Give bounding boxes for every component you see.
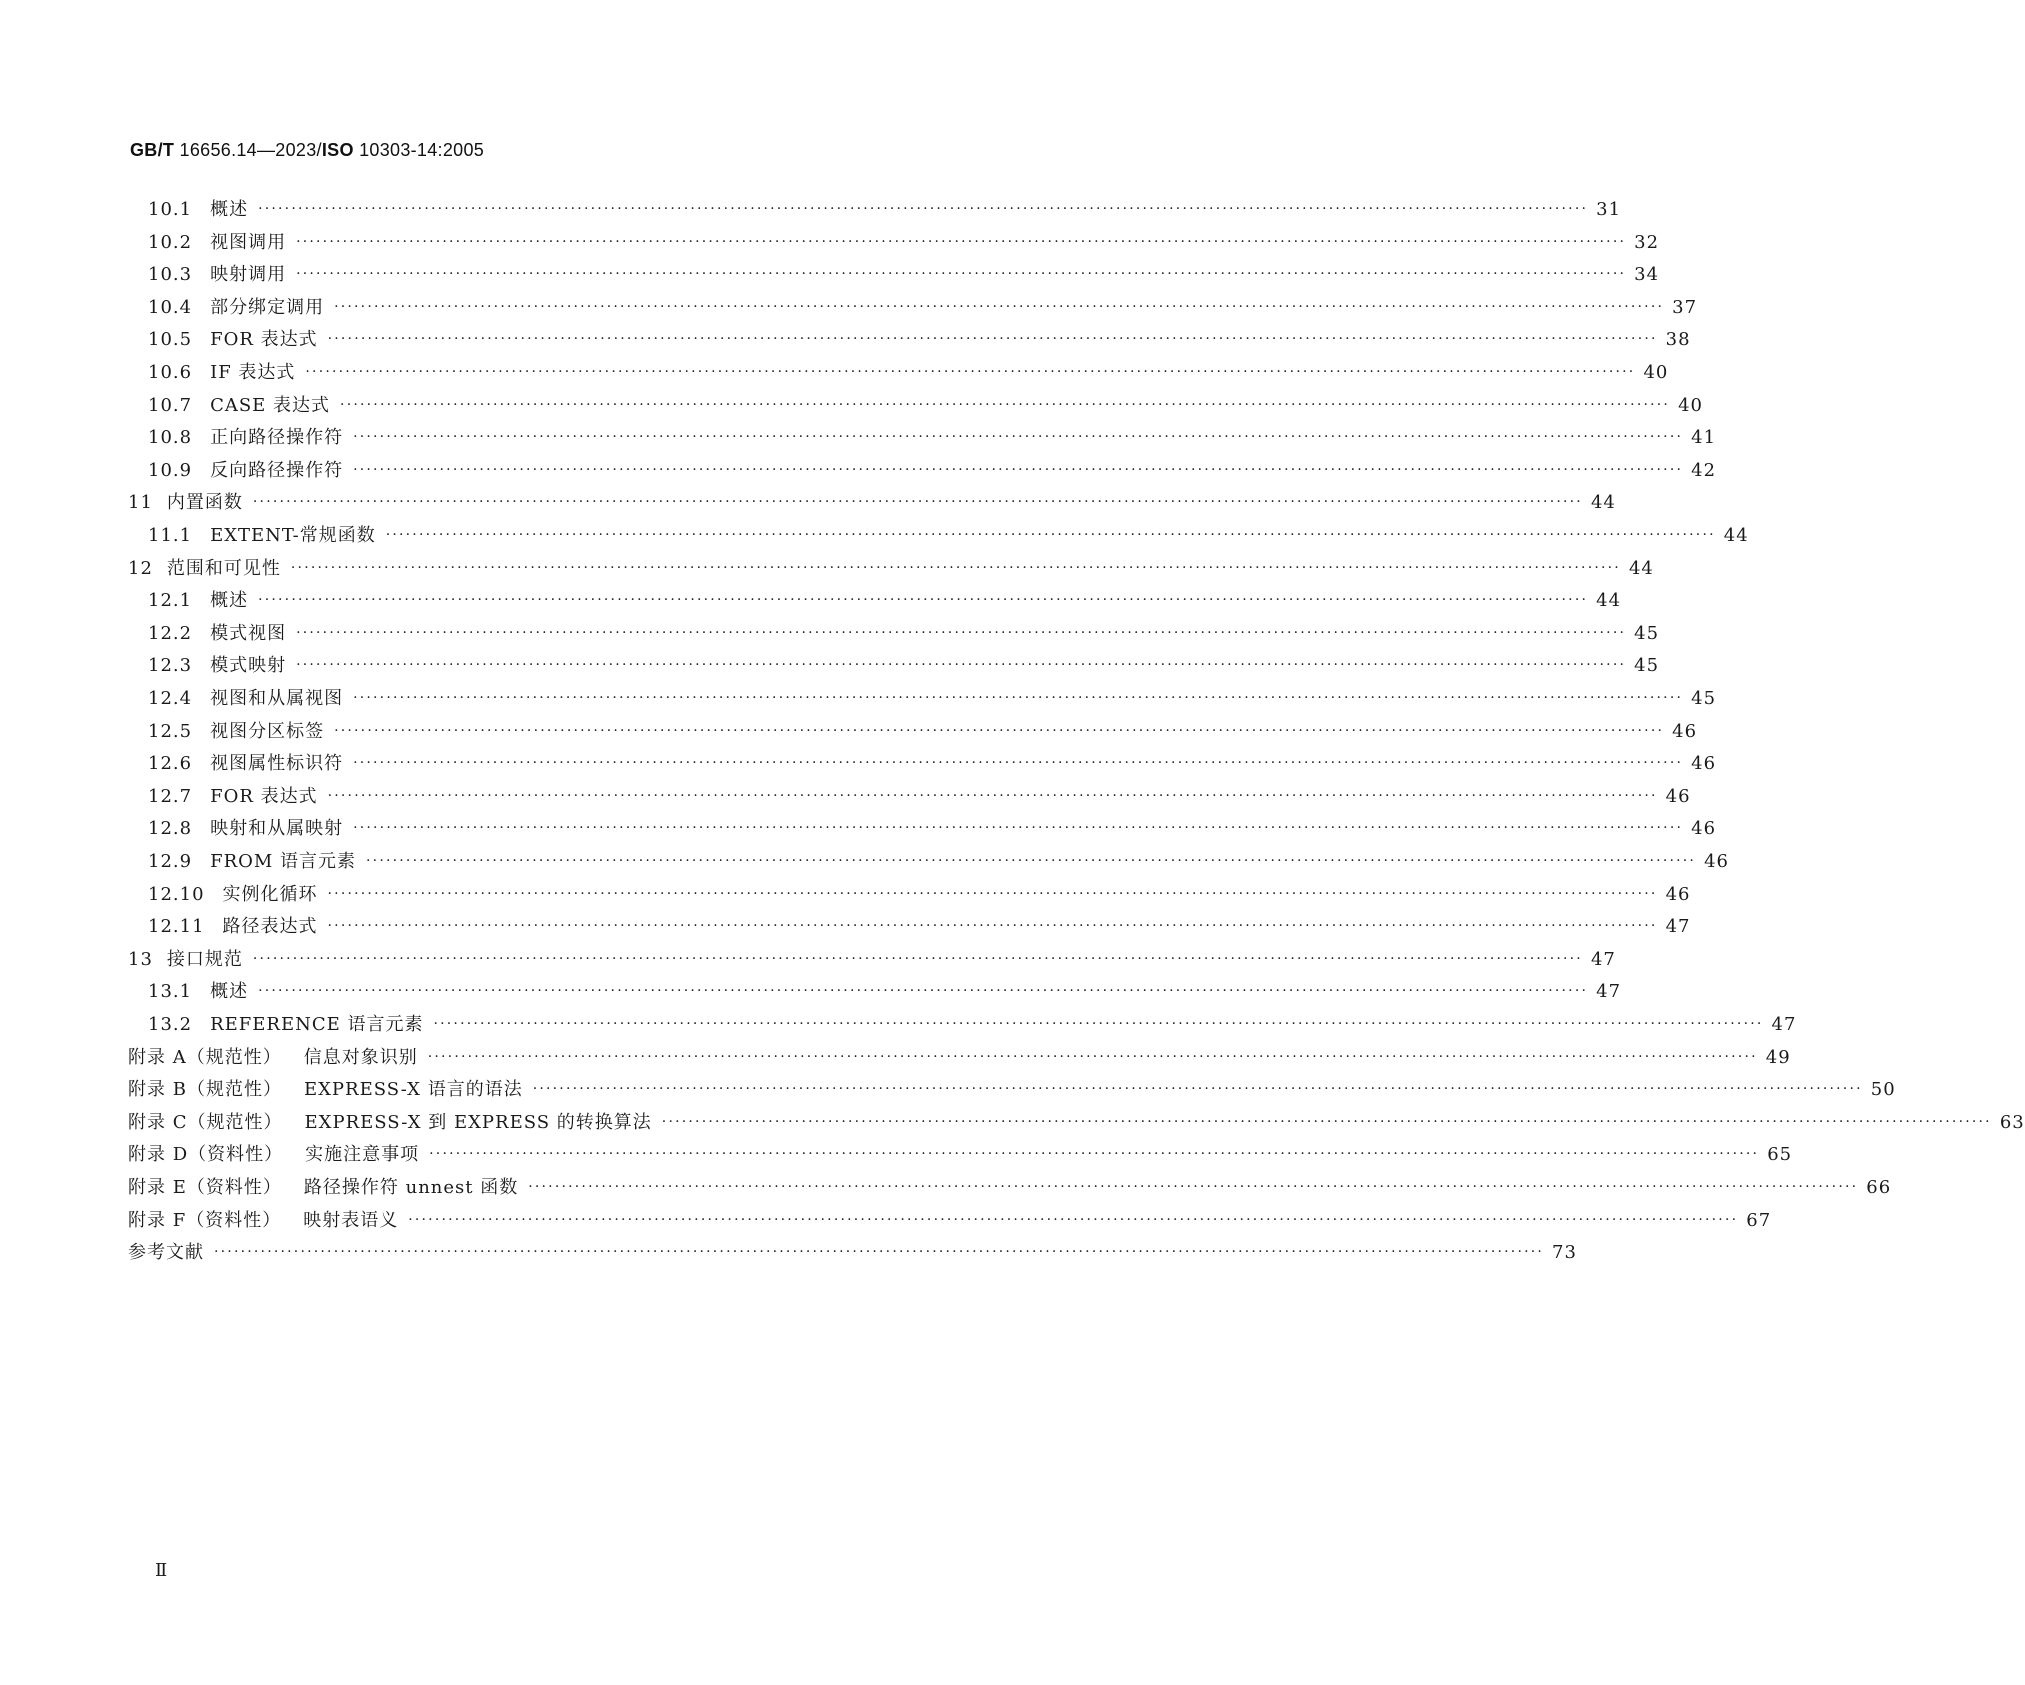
toc-entry[interactable] xyxy=(148,391,1703,421)
toc-entry-number: 10.4 xyxy=(148,296,193,318)
toc-entry[interactable] xyxy=(148,847,1729,877)
toc-entry-page: 42 xyxy=(1691,459,1717,481)
toc-entry-title: EXPRESS-X 到 EXPRESS 的转换算法 xyxy=(304,1111,652,1133)
toc-entry-page: 32 xyxy=(1634,231,1660,253)
toc-entry-number: 10.8 xyxy=(148,427,193,449)
toc-entry[interactable] xyxy=(148,880,1691,910)
toc-entry-title: REFERENCE 语言元素 xyxy=(210,1014,424,1035)
toc-entry-number: 13.1 xyxy=(148,981,193,1003)
toc-entry-title: 映射调用 xyxy=(210,264,287,286)
dot-leader: ········································································································································································································ xyxy=(334,722,1665,739)
toc-entry-title: 映射表语义 xyxy=(303,1209,399,1231)
toc-entry[interactable] xyxy=(148,814,1717,844)
toc-entry-page: 47 xyxy=(1771,1014,1797,1035)
dot-leader: ········································································································································································································ xyxy=(366,853,1697,869)
toc-entry-number: 12.1 xyxy=(148,590,193,612)
toc-entry-number: 10.6 xyxy=(148,362,193,383)
toc-entry-number: 12.8 xyxy=(148,818,193,840)
toc-entry-page: 34 xyxy=(1634,264,1660,286)
toc-entry-page: 73 xyxy=(1552,1242,1577,1264)
dot-leader: ········································································································································································································ xyxy=(327,331,1658,348)
toc-entry-page: 65 xyxy=(1767,1144,1793,1166)
dot-leader: ········································································································································································································ xyxy=(334,298,1665,315)
toc-entry[interactable] xyxy=(128,488,1616,518)
toc-entry-number: 12.3 xyxy=(148,655,193,677)
dot-leader: ········································································································································································································ xyxy=(327,787,1658,804)
toc-entry-page: 49 xyxy=(1765,1046,1791,1068)
toc-entry-page: 50 xyxy=(1870,1079,1896,1101)
toc-entry-number: 12.5 xyxy=(148,720,193,742)
toc-entry-page: 66 xyxy=(1866,1177,1892,1198)
toc-entry[interactable] xyxy=(148,651,1660,681)
toc-entry-number: 12.7 xyxy=(148,785,193,807)
toc-entry[interactable] xyxy=(148,684,1717,714)
dot-leader: ········································································································································································································ xyxy=(327,918,1658,935)
toc-entry-page: 44 xyxy=(1590,492,1616,514)
toc-entry-number: 12.11 xyxy=(148,916,205,938)
toc-entry[interactable] xyxy=(148,782,1691,812)
toc-entry[interactable] xyxy=(148,977,1622,1007)
toc-entry-number: 10.7 xyxy=(148,394,193,416)
iso-prefix: ISO xyxy=(321,140,354,160)
dot-leader: ········································································································································································································ xyxy=(353,755,1684,772)
toc-entry-title: 视图调用 xyxy=(210,231,287,253)
toc-entry-title: 路径表达式 xyxy=(222,916,318,938)
dot-leader: ········································································································································································································ xyxy=(353,461,1684,478)
toc-entry-title: EXTENT-常规函数 xyxy=(210,525,376,546)
dot-leader: ········································································································································································································ xyxy=(296,266,1627,283)
page-number: Ⅱ xyxy=(155,1560,168,1581)
toc-entry-title: 视图和从属视图 xyxy=(210,688,344,709)
dot-leader: ········································································································································································································ xyxy=(296,624,1627,641)
toc-entry[interactable] xyxy=(128,1075,1896,1105)
toc-entry-page: 40 xyxy=(1643,362,1669,383)
toc-entry[interactable] xyxy=(148,521,1749,551)
toc-entry-number: 10.1 xyxy=(148,199,193,220)
toc-entry-page: 46 xyxy=(1704,851,1729,872)
document-header xyxy=(130,140,484,161)
toc-entry[interactable] xyxy=(148,1010,1797,1040)
dot-leader: ········································································································································································································ xyxy=(296,657,1627,674)
toc-entry[interactable] xyxy=(148,293,1698,323)
dot-leader: ········································································································································································································ xyxy=(340,396,1671,413)
toc-entry-number: 13 xyxy=(128,948,153,970)
dot-leader: ········································································································································································································ xyxy=(353,429,1684,446)
toc-entry-page: 47 xyxy=(1665,916,1691,938)
toc-entry-title: 路径操作符 unnest 函数 xyxy=(303,1177,519,1198)
toc-entry-number: 12.9 xyxy=(148,851,193,872)
dot-leader: ········································································································································································································ xyxy=(258,592,1589,609)
toc-entry-page: 38 xyxy=(1665,329,1691,351)
toc-entry-title: 实施注意事项 xyxy=(305,1144,420,1166)
toc-entry-page: 46 xyxy=(1691,818,1717,840)
toc-entry-page: 41 xyxy=(1691,427,1717,449)
toc-entry-title: 实例化循环 xyxy=(222,883,318,905)
toc-entry-title: FROM 语言元素 xyxy=(210,851,357,872)
toc-entry-title: 概述 xyxy=(210,199,249,220)
dot-leader: ········································································································································································································ xyxy=(258,201,1589,217)
iso-number: 10303-14:2005 xyxy=(359,140,485,160)
dot-leader: ········································································································································································································ xyxy=(408,1211,1739,1228)
toc-entry-title: 模式视图 xyxy=(210,622,287,644)
toc-entry-number: 附录 F（资料性） xyxy=(128,1209,282,1231)
dot-leader: ········································································································································································································ xyxy=(429,1146,1760,1163)
dot-leader: ········································································································································································································ xyxy=(327,885,1658,902)
dot-leader: ········································································································································································································ xyxy=(305,364,1636,380)
toc-entry[interactable] xyxy=(128,945,1616,975)
toc-entry-number: 附录 C（规范性） xyxy=(128,1111,283,1133)
toc-entry-title: EXPRESS-X 语言的语法 xyxy=(303,1079,523,1101)
toc-entry-number: 12.4 xyxy=(148,688,193,709)
toc-entry[interactable] xyxy=(128,554,1654,584)
toc-entry-page: 44 xyxy=(1628,557,1654,579)
toc-entry-page: 47 xyxy=(1590,948,1616,970)
standard-prefix: GB/T xyxy=(130,140,175,160)
toc-entry-title: 内置函数 xyxy=(166,492,243,514)
toc-entry-page: 67 xyxy=(1746,1209,1772,1231)
toc-entry-title: 反向路径操作符 xyxy=(210,459,344,481)
toc-entry-page: 46 xyxy=(1691,753,1717,775)
toc-entry-number: 10.2 xyxy=(148,231,193,253)
toc-entry-title: FOR 表达式 xyxy=(210,785,318,807)
toc-entry-page: 63 xyxy=(1999,1111,2025,1133)
dot-leader: ········································································································································································································ xyxy=(433,1016,1764,1032)
dot-leader: ········································································································································································································ xyxy=(353,690,1684,706)
toc-entry[interactable] xyxy=(148,619,1660,649)
toc-entry-number: 11.1 xyxy=(148,525,193,546)
toc-entry-title: CASE 表达式 xyxy=(210,394,331,416)
toc-entry-page: 40 xyxy=(1678,394,1703,416)
toc-entry-title: FOR 表达式 xyxy=(210,329,318,351)
toc-entry[interactable] xyxy=(128,1238,1577,1268)
dot-leader: ········································································································································································································ xyxy=(290,559,1621,576)
toc-entry[interactable] xyxy=(148,749,1717,779)
dot-leader: ········································································································································································································ xyxy=(427,1048,1758,1065)
toc-entry[interactable] xyxy=(148,325,1691,355)
dot-leader: ········································································································································································································ xyxy=(385,527,1716,543)
toc-entry-page: 46 xyxy=(1672,720,1698,742)
toc-entry-title: 正向路径操作符 xyxy=(210,427,344,449)
toc-entry[interactable] xyxy=(148,456,1717,486)
toc-entry-page: 37 xyxy=(1672,296,1698,318)
toc-entry-title: 信息对象识别 xyxy=(303,1046,418,1068)
toc-entry-number: 12 xyxy=(128,557,153,579)
dot-leader: ········································································································································································································ xyxy=(296,233,1627,250)
toc-entry-number: 附录 D（资料性） xyxy=(128,1144,284,1166)
dot-leader: ········································································································································································································ xyxy=(353,820,1684,837)
toc-entry-title: 概述 xyxy=(210,981,249,1003)
toc-entry-number: 12.6 xyxy=(148,753,193,775)
toc-entry[interactable] xyxy=(128,1173,1892,1203)
toc-entry-page: 46 xyxy=(1665,785,1691,807)
toc-entry-title: 模式映射 xyxy=(210,655,287,677)
toc-entry-number: 附录 A（规范性） xyxy=(128,1046,282,1068)
toc-entry-number: 13.2 xyxy=(148,1014,193,1035)
toc-entry-title: 部分绑定调用 xyxy=(210,296,325,318)
dot-leader: ········································································································································································································ xyxy=(214,1244,1545,1261)
toc-entry[interactable] xyxy=(128,1043,1791,1073)
toc-entry-page: 45 xyxy=(1634,622,1660,644)
toc-entry-number: 11 xyxy=(128,492,153,514)
toc-entry[interactable] xyxy=(148,195,1622,225)
toc-entry-number: 10.9 xyxy=(148,459,193,481)
toc-entry[interactable] xyxy=(148,912,1691,942)
dot-leader: ········································································································································································································ xyxy=(252,950,1583,967)
toc-entry-page: 44 xyxy=(1596,590,1622,612)
toc-entry-page: 47 xyxy=(1596,981,1622,1003)
toc-entry[interactable] xyxy=(148,358,1669,388)
toc-entry-title: 视图分区标签 xyxy=(210,720,325,742)
toc-entry-number: 12.2 xyxy=(148,622,193,644)
dot-leader: ········································································································································································································ xyxy=(258,983,1589,1000)
toc-entry-title: 视图属性标识符 xyxy=(210,753,344,775)
toc-entry[interactable] xyxy=(128,1206,1772,1236)
toc-entry-title: 映射和从属映射 xyxy=(210,818,344,840)
toc-entry-page: 44 xyxy=(1723,525,1749,546)
toc-entry[interactable] xyxy=(148,260,1660,290)
toc-entry-title: 接口规范 xyxy=(166,948,243,970)
standard-number: 16656.14—2023/ xyxy=(179,140,322,160)
dot-leader: ········································································································································································································ xyxy=(661,1113,1992,1130)
toc-entry[interactable] xyxy=(148,228,1660,258)
toc-entry-page: 31 xyxy=(1596,199,1622,220)
toc-entry[interactable] xyxy=(128,1140,1793,1170)
toc-entry-number: 10.5 xyxy=(148,329,193,351)
toc-entry-number: 附录 B（规范性） xyxy=(128,1079,282,1101)
toc-entry-number: 10.3 xyxy=(148,264,193,286)
toc-entry[interactable] xyxy=(148,586,1622,616)
toc-entry-page: 46 xyxy=(1665,883,1691,905)
toc-entry-page: 45 xyxy=(1634,655,1660,677)
toc-entry[interactable] xyxy=(148,423,1717,453)
toc-entry-title: 概述 xyxy=(210,590,249,612)
dot-leader: ········································································································································································································ xyxy=(532,1081,1863,1098)
toc-entry[interactable] xyxy=(148,717,1698,747)
toc-entry-title: IF 表达式 xyxy=(210,362,296,383)
dot-leader: ········································································································································································································ xyxy=(528,1179,1859,1195)
toc-entry-title: 参考文献 xyxy=(128,1242,204,1264)
toc-entry-number: 12.10 xyxy=(148,883,205,905)
toc-entry-title: 范围和可见性 xyxy=(166,557,281,579)
toc-entry-number: 附录 E（资料性） xyxy=(128,1177,282,1198)
dot-leader: ········································································································································································································ xyxy=(252,494,1583,511)
toc-entry-page: 45 xyxy=(1691,688,1717,709)
toc-entry[interactable] xyxy=(128,1108,2025,1138)
